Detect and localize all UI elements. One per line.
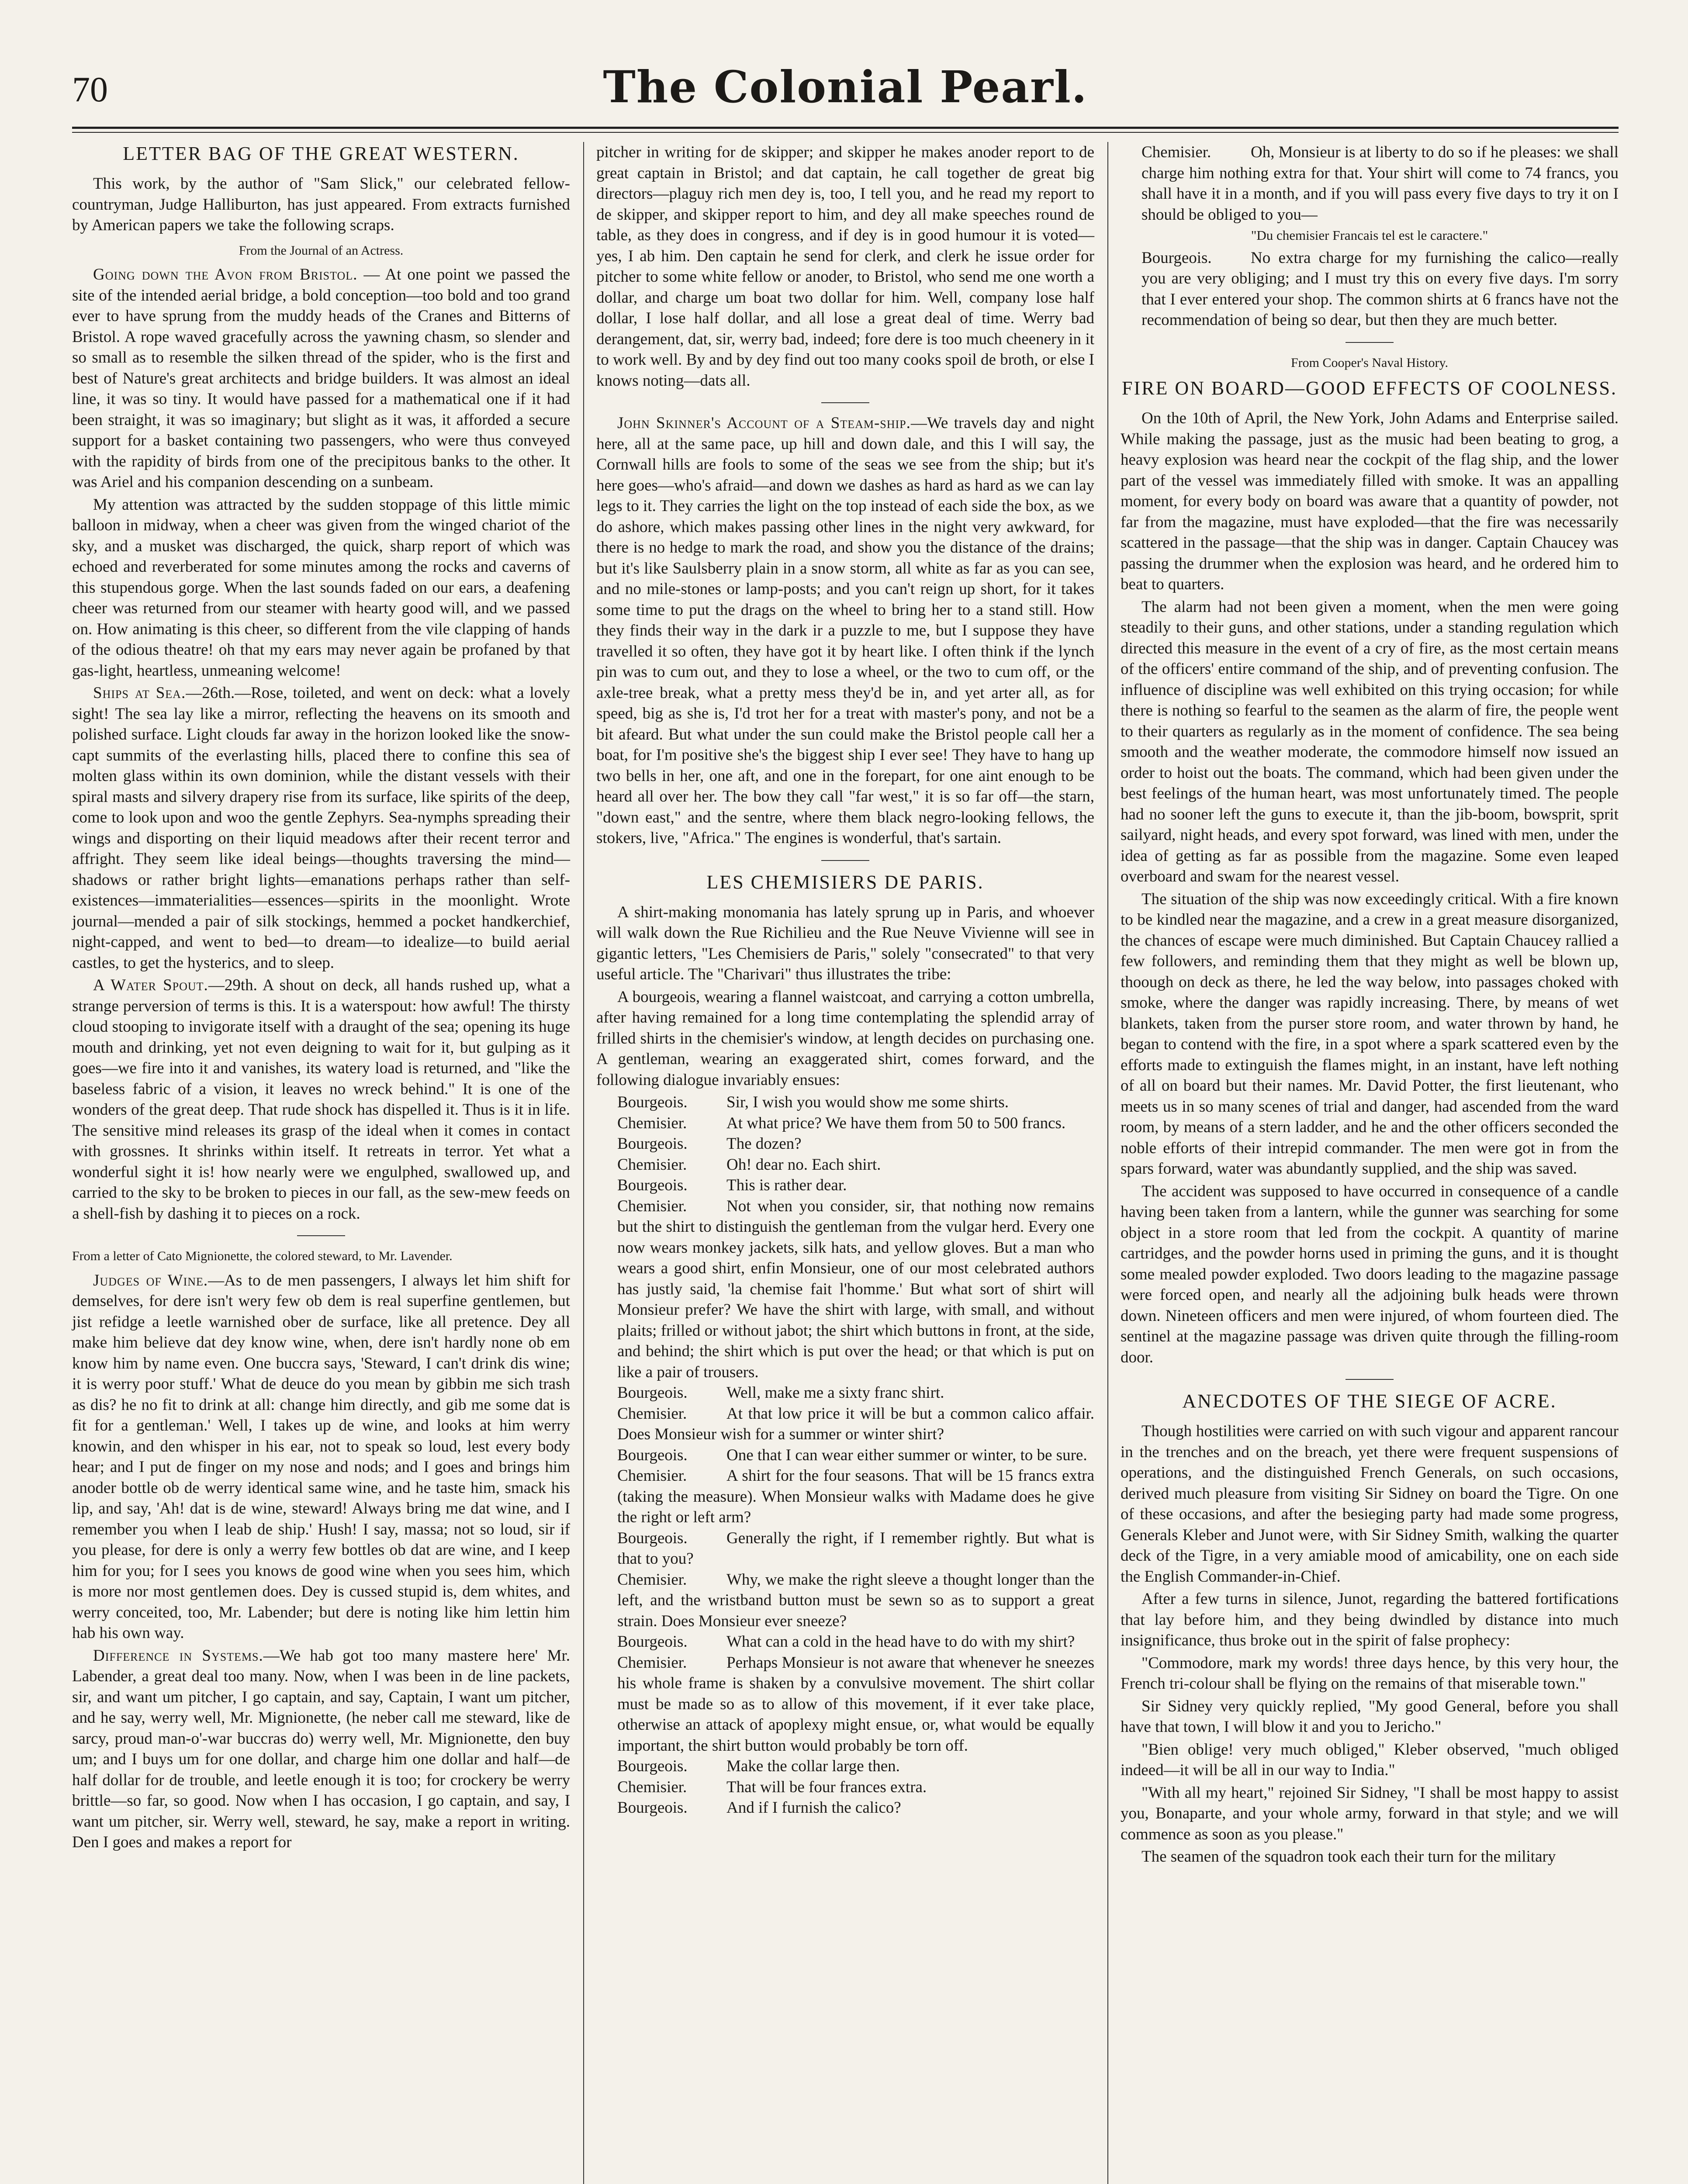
dialogue-line <box>596 1797 1094 1818</box>
speaker: Bourgeois. <box>1141 249 1212 267</box>
dialogue-text: Make the collar large then. <box>726 1757 900 1775</box>
dialogue-text: Why, we make the right sleeve a thought longer than the left, and the wristband button must be sewn so as to support a great strain. Does Monsieur ever sneeze? <box>617 1570 1094 1630</box>
paragraph <box>72 975 570 1224</box>
dialogue <box>1121 142 1619 225</box>
dialogue-line <box>596 1113 1094 1134</box>
paragraph <box>72 1270 570 1644</box>
dialogue-line <box>1121 248 1619 331</box>
paragraph: The alarm had not been given a moment, when the men were going steadily to their guns, and other stations, under a standing regulation which directed this measure in the event of a cry of fire, as the most certain means of the officers' entire command of the ship, and of preventing confusion. The influence of discipline was well exhibited on this trying occasion; for while there is nothing so fearful to the seamen as the alarm of fire, the people went to their quarters as regularly as in the moment of confidence. The sea being smooth and the weather moderate, the commodore himself now issued an order to hoist out the boats. The command, which had been given under the best feelings of the human heart, was most unfortunately timed. The people had no sooner left the guns to execute it, than the jib-boom, bowsprit, sprit sailyard, night heads, and every spot forward, was lined with men, under the idea of getting as far as possible from the magazine. Some even leaped overboard and swam for the nearest vessel. <box>1121 598 1619 885</box>
paragraph-text: —29th. A shout on deck, all hands rushed up, what a strange perversion of terms is this. It is a waterspout: how awful! The thirsty cloud stooping to invigorate itself with a draught of the sea; opening its huge mouth and drinking, yet not even deigning to wait for it, but gulping as it goes—we fire into it and vanishes, its watery load is returned, and "like the baseless fabric of a vision, it leaves no wreck behind." It is one of the wonders of the great deep. That rude shock has dispelled it. Thus is it in life. The sensitive mind releases its grasp of the ideal when it comes in contact with grossnes. It shrinks within itself. It retreats in terror. Yet what a wonderful sight it is! how nearly were we engulphed, swallowed up, and carried to the sky to be broken to pieces in our fall, as the sew-mew feeds on a shell-fish by dashing it to pieces on a rock. <box>72 976 571 1223</box>
dialogue-text: One that I can wear either summer or winter, to be sure. <box>726 1446 1087 1464</box>
speaker: Bourgeois. <box>617 1384 688 1402</box>
article-source: From a letter of Cato Mignionette, the colored steward, to Mr. Lavender. <box>72 1249 453 1263</box>
speaker: Chemisier. <box>617 1467 687 1485</box>
speaker: Bourgeois. <box>617 1757 688 1775</box>
dialogue <box>596 1092 1094 1818</box>
column-2 <box>596 142 1094 2184</box>
paragraph: pitcher in writing for de skipper; and skipper he makes anoder report to de great captain in Bristol; and dat captain, he call together de great big directors—plaguy rich men dey is, too, I tell you, and he read my report to de skipper, and skipper report to him, and dey all make speeches round de table, as they does in congress, and if dey is in good humour it is voted—yes, I ab him. Den captain he send for clerk, and clerk he issue order for pitcher to some white fellow or anoder, to Bristol, who send me one worth a dollar, and charge um boat two dollar for him. Well, company lose half dollar, I lose half dollar, and all lose a great deal of time. Werry bad derangement, dat, sir, werry bad, indeed; fore dere is too much cheenery in it to work well. By and by dey find out too many cooks spoil de broth, or else I knows noting—dats all. <box>596 143 1094 390</box>
paragraph: "With all my heart," rejoined Sir Sidney, "I shall be most happy to assist you, Bonaparte, and your whole army, forward in that style; and we will commence as soon as you please." <box>1121 1783 1619 1843</box>
paragraph-text: —26th.—Rose, toileted, and went on deck: what a lovely sight! The sea lay like a mirror, reflecting the heavens on its smooth and polished surface. Light clouds far away in the horizon looked like the snow-capt summits of the everlasting hills, placed there to confine this sea of molten glass within its own dominion, while the distant vessels with their spiral masts and silvery drapery rise from its surface, like spirits of the deep, come to look upon and woo the gentle Zephyrs. Sea-nymphs spreading their wings and disporting on their liquid meadows after their recent terror and affright. They seem like ideal beings—thoughts traversing the mind—shadows or rather bright lights—emanations perhaps rather than self-existences—immaterialities—essences—spirits in the moonlight. Wrote journal—mended a pair of silk stockings, hemmed a pocket handkerchief, night-capped, and went to bed—to dream—to idealize—to build aerial castles, to get the hysterics, and to sleep. <box>72 684 570 972</box>
paragraph <box>72 264 570 493</box>
section-separator <box>821 860 869 861</box>
speaker: Bourgeois. <box>617 1093 688 1111</box>
dialogue-line <box>596 1133 1094 1154</box>
paragraph-text: —We hab got too many mastere here' Mr. Labender, a great deal too many. Now, when I was been in de line packets, sir, and want um pitcher, I go captain, and say, Captain, I want um pitcher, and he say, werry well, Mr. Mignionette, (he neber call me steward, like de sarcy, proud man-o'-war buccras do) werry well, Mr. Mignionette, den buy um; and I buys um for one dollar, and charge him one dollar and half—de half dollar for de trouble, and leetle enough it is too; for crockery be werry brittle—so far, so good. Now when I has occasion, I go captain, and say, I want um pitcher, sir. Werry well, steward, he say, make a report in writing. Den I goes and makes a report for <box>72 1646 571 1851</box>
speaker: Chemisier. <box>1141 143 1211 161</box>
paragraph: The seamen of the squadron took each their turn for the military <box>1141 1848 1556 1866</box>
dialogue-text: What can a cold in the head have to do with my shirt? <box>726 1633 1075 1651</box>
article-title: LETTER BAG OF THE GREAT WESTERN. <box>123 143 519 164</box>
article-title: LES CHEMISIERS DE PARIS. <box>706 871 984 893</box>
dialogue-text: Oh! dear no. Each shirt. <box>726 1155 881 1174</box>
newspaper-page <box>72 61 1619 2184</box>
dialogue-line <box>596 1445 1094 1466</box>
paragraph-text: —As to de men passengers, I always let him shift for demselves, for dere isn't wery few ob dem is real superfine gentlemen, but jist refidge a leetle warnished ober de surface, like all pretence. Dey all make him believe dat dey know wine, when, dere isn't hardly none ob em know him by name even. One buccra says, 'Steward, I can't drink dis wine; it is werry poor stuff.' What de deuce do you mean by gibbin me sich trash as dis? he no fit to drink at all: change him directly, and gib me some dat is fit for a gentleman.' Well, I takes up de wine, and looks at him werry knowin, and den whisper in his ear, not to speak so loud, lest every body hear; and I put de finger on my nose and nods; and I goes and brings him anoder bottle ob de werry identical same wine, and he taste him, smack his lip, and say, 'Ah! dat is de wine, steward! Always bring me dat wine, and I remember you when I leab de ship.' Hush! I say, massa; not so loud, sir if you please, for dere is only a werry few bottles ob dat are wine, and I keep him for you; for I sees you knows de good wine when you sees him, which is more nor most gentlemen does. Dey is cussed stupid is, dem whites, and werry conceited, too, Mr. Labender; but dere is noting like him lettin him hab his own way. <box>72 1271 570 1642</box>
dialogue-line <box>1121 142 1619 225</box>
speaker: Bourgeois. <box>617 1446 688 1464</box>
page-number: 70 <box>72 69 108 109</box>
speaker: Bourgeois. <box>617 1799 688 1817</box>
dialogue-line <box>596 1528 1094 1569</box>
paragraph: The situation of the ship was now exceedingly critical. With a fire known to be kindled near the magazine, and a crew in a great measure disorganized, the chances of escape were much diminished. But Captain Chaucey rallied a few followers, and reminding them that they might as well be blown up, thoough on deck as there, he led the way below, into passages choked with smoke, where the danger was rapidly increasing. There, by means of wet blankets, taken from the purser store room, and water thrown by hand, he began to contend with the fire, in a spot where a spark scattered even by the efforts made to extinguish the flames might, in an instant, have left nothing of all on board but their names. Mr. David Potter, the first lieutenant, who meets us in so many scenes of trial and danger, had ascended from the ward room, by means of a stern ladder, and he and the other officers seconded the noble efforts of their intrepid commander. The men were got in from the spars forward, water was abundantly supplied, and the ship was saved. <box>1121 890 1619 1178</box>
header-rule <box>72 127 1619 129</box>
paper-title: The Colonial Pearl. <box>603 61 1088 113</box>
dialogue-line <box>596 1092 1094 1113</box>
dialogue-line <box>596 1196 1094 1383</box>
dialogue-text: Not when you consider, sir, that nothing now remains but the shirt to distinguish the gentleman from the vulgar herd. Every one now wears monkey jackets, silk hats, and yellow gloves. But a man who wears a good shirt, enfin Monsieur, one of our most celebrated authors has justly said, 'la chemise fait l'homme.' But what sort of shirt will Monsieur prefer? We have the shirt with large, with small, and without plaits; frilled or without jabot; the shirt which buttons in front, at the side, and behind; the shirt which is put over the head; or that which is put on like a pair of trousers. <box>617 1197 1094 1381</box>
dialogue-line <box>596 1154 1094 1175</box>
dialogue-text: Well, make me a sixty franc shirt. <box>726 1384 944 1402</box>
dialogue-text: Sir, I wish you would show me some shirts. <box>726 1093 1009 1111</box>
paragraph: A shirt-making monomania has lately sprung up in Paris, and whoever will walk down the Rue Richilieu and the Rue Neuve Vivienne will see in gigantic letters, "Les Chemisiers de Paris," solely "consecrated" to that very useful article. The "Charivari" thus illustrates the tribe: <box>596 903 1094 983</box>
column-3 <box>1121 142 1619 2184</box>
paragraph: On the 10th of April, the New York, John Adams and Enterprise sailed. While making the passage, just as the music had been beating to grog, a heavy explosion was heard near the cockpit of the flag ship, and the lower part of the vessel was immediately filled with smoke. It was an appalling moment, for every body on board was aware that a quantity of powder, not far from the magazine, must have exploded—that the fire was necessarily scattered in the passage—that the ship was in danger. Captain Chaucey was passing the drummer when the explosion was heard, and he ordered him to beat to quarters. <box>1121 409 1619 593</box>
masthead <box>72 61 1619 127</box>
dialogue-line <box>596 1403 1094 1445</box>
article-source: From Cooper's Naval History. <box>1290 355 1449 370</box>
dialogue-text: No extra charge for my furnishing the calico—really you are very obliging; and I must try this on every five days. I'm sorry that I ever entered your shop. The common shirts at 6 francs have not the recommendation of being so dear, but then they are much better. <box>1141 249 1619 329</box>
paragraph-lead: Ships at Sea. <box>93 684 186 702</box>
paragraph <box>72 683 570 973</box>
paragraph-text: —We travels day and night here, all at the same pace, up hill and down dale, and this I will say, the Cornwall hills are fools to some of the seas we see from the ship; but it's here goes—who's afraid—and down we dashes as hard as hard as we can lay legs to it. They carries the light on the top instead of each side the box, as we do ashore, which makes passing other lines in the night very awkward, for there is no hedge to mark the road, and show you the distance of the drains; but it's like Saulsberry plain in a snow storm, all white as far as you can see, and no mile-stones or lamp-posts; and you can't reign up short, for it takes some time to put the drags on the wheel to bring her to a stand still. How they finds their way in the dark ir a puzzle to me, but I suppose they have travelled it so often, they have got it by heart like. I often think if the lynch pin was to cum out, and they to lose a wheel, or the two to cum off, or the axle-tree break, what a pretty mess they'd be in, and yet arter all, as for speed, big as she is, I'd trot her for a treat with master's pony, and not be a bit afeard. But what under the sun could make the Bristol people call her a boat, for I'm positive she's the biggest ship I ever see! They have to hang up two bells in her, one aft, and one in the forepart, for one aint enough to be heard all over her. The bow they call "far west," it is so far off—the starn, "down east," and the sentre, where them black negro-looking fellows, the stokers, live, "Africa." The engines is wonderful, that's sartain. <box>596 414 1094 847</box>
paragraph-text: — At one point we passed the site of the intended aerial bridge, a bold conception—too bold and too grand ever to have sprung from the muddy heads of the Cranes and Bitterns of Bristol. A rope waved gracefully across the yawning chasm, so slender and so small as to resemble the silken thread of the spider, who is the first and best of Nature's great architects and bridge builders. It was almost an ideal line, it was so tiny. It would have passed for a mathematical one if it had been straight, it was so imaginary; but slight as it was, it afforded a secure support for a basket containing two passengers, who were thus conveyed with the rapidity of birds from one of the precipitous banks to the other. It was Ariel and his companion descending on a sunbeam. <box>72 266 570 491</box>
dialogue <box>1121 248 1619 331</box>
dialogue-line <box>596 1631 1094 1652</box>
dialogue-text: Oh, Monsieur is at liberty to do so if he pleases: we shall charge him nothing extra for that. Your shirt will come to 74 francs, you shall have it in a month, and if you will pass every five days to try it on I should be obliged to you— <box>1141 143 1619 224</box>
paragraph: Though hostilities were carried on with such vigour and apparent rancour in the trenches and on the breach, yet there were frequent suspensions of operations, and the distinguished French Generals, on such occasions, derived much pleasure from visiting Sir Sidney on board the Tigre. On one of these occasions, and after the besieging party had made some progress, Generals Kleber and Junot were, with Sir Sidney Smith, walking the quarter deck of the Tigre, in a very amiable mood of amicability, one on each side the English Commander-in-Chief. <box>1121 1422 1619 1586</box>
paragraph-lead: Judges of Wine. <box>93 1271 208 1289</box>
dialogue-text: At what price? We have them from 50 to 500 francs. <box>726 1114 1066 1132</box>
article-title: FIRE ON BOARD—GOOD EFFECTS OF COOLNESS. <box>1121 377 1618 399</box>
dialogue-line <box>596 1652 1094 1756</box>
column-1 <box>72 142 570 2184</box>
dialogue-text: Perhaps Monsieur is not aware that whenever he sneezes his whole frame is shaken by a convulsive movement. The shirt collar must be made so as to allow of this movement, if it ever take place, otherwise an attack of apoplexy might ensue, or, what would be equally important, the shirt button would probably be torn off. <box>617 1653 1094 1755</box>
speaker: Chemisier. <box>617 1570 687 1589</box>
dialogue-text: That will be four frances extra. <box>726 1778 927 1796</box>
speaker: Chemisier. <box>617 1778 687 1796</box>
dialogue-line <box>596 1382 1094 1403</box>
quote: "Du chemisier Francais tel est le caractere." <box>1251 228 1488 243</box>
speaker: Chemisier. <box>617 1653 687 1672</box>
paragraph: My attention was attracted by the sudden stoppage of this little mimic balloon in midway, when a cheer was given from the winged chariot of the sky, and a musket was discharged, the quick, sharp report of which was echoed and reverberated for some minutes among the rocks and caverns of this stupendous gorge. When the last sounds faded on our ears, a deafening cheer was returned from our steamer with hearty good will, and we passed on. How animating is this cheer, so different from the vile clapping of hands of the odious theatre! oh that my ears may never again be profaned by that gas-light, heartless, unmeaning welcome! <box>72 495 570 680</box>
paragraph-lead: Going down the Avon from Bristol. <box>93 266 358 283</box>
speaker: Bourgeois. <box>617 1529 688 1547</box>
paragraph: "Commodore, mark my words! three days hence, by this very hour, the French tri-colour shall be flying on the remains of that miserable town." <box>1121 1654 1619 1693</box>
speaker: Chemisier. <box>617 1404 687 1423</box>
paragraph: A bourgeois, wearing a flannel waistcoat, and carrying a cotton umbrella, after having remained for a long time contemplating the splendid array of frilled shirts in the chemisier's window, at length decides on purchasing one. A gentleman, wearing an exaggerated shirt, comes forward, and the following dialogue invariably ensues: <box>596 988 1094 1089</box>
speaker: Bourgeois. <box>617 1135 688 1153</box>
dialogue-text: This is rather dear. <box>726 1176 847 1194</box>
section-separator <box>1346 1379 1394 1380</box>
paragraph: Sir Sidney very quickly replied, "My good General, before you shall have that town, I will blow it and you to Jericho." <box>1121 1697 1619 1736</box>
dialogue-text: At that low price it will be but a common calico affair. Does Monsieur wish for a summer or winter shirt? <box>617 1404 1094 1443</box>
section-separator <box>297 1235 345 1236</box>
section-separator <box>1346 342 1394 343</box>
dialogue-line <box>596 1777 1094 1798</box>
speaker: Chemisier. <box>617 1155 687 1174</box>
speaker: Bourgeois. <box>617 1633 688 1651</box>
speaker: Chemisier. <box>617 1197 687 1215</box>
article-source: From the Journal of an Actress. <box>239 243 404 258</box>
section-separator <box>821 402 869 403</box>
article-intro: This work, by the author of "Sam Slick," our celebrated fellow-countryman, Judge Halliburton, has just appeared. From extracts furnished by American papers we take the following scraps. <box>72 175 570 234</box>
header-rule-thin <box>72 132 1619 133</box>
dialogue-text: A shirt for the four seasons. That will be 15 francs extra (taking the measure). When Monsieur walks with Madame does he give the right or left arm? <box>617 1467 1094 1526</box>
paragraph-lead: John Skinner's Account of a Steam-ship. <box>617 414 911 432</box>
paragraph-lead: A Water Spout. <box>93 976 208 994</box>
speaker: Chemisier. <box>617 1114 687 1132</box>
paragraph: After a few turns in silence, Junot, regarding the battered fortifications that lay before him, and they being dwindled by distance into much insignificance, thus broke out in the spirit of false prophecy: <box>1121 1590 1619 1649</box>
dialogue-line <box>596 1569 1094 1632</box>
article-title: ANECDOTES OF THE SIEGE OF ACRE. <box>1182 1390 1557 1412</box>
paragraph-lead: Difference in Systems. <box>93 1646 263 1665</box>
paragraph <box>72 1645 570 1853</box>
dialogue-line <box>596 1465 1094 1528</box>
dialogue-text: And if I furnish the calico? <box>726 1799 901 1817</box>
dialogue-line <box>596 1175 1094 1196</box>
dialogue-line <box>596 1756 1094 1777</box>
speaker: Bourgeois. <box>617 1176 688 1194</box>
paragraph: The accident was supposed to have occurred in consequence of a candle having been taken from a lantern, while the gunner was searching for some object in a store room that led from the cockpit. A quantity of marine cartridges, and the powder horns used in priming the guns, and it is thought some mealed powder exploded. Two doors leading to the magazine passage were forced open, and nearly all the adjoining bulk heads were thrown down. Nineteen officers and men were injured, of whom fourteen died. The sentinel at the magazine passage was driven quite through the filling-room door. <box>1121 1182 1619 1366</box>
paragraph <box>596 413 1094 849</box>
paragraph: "Bien oblige! very much obliged," Kleber observed, "much obliged indeed—it will be all in our way to India." <box>1121 1740 1619 1779</box>
dialogue-text: The dozen? <box>726 1135 802 1153</box>
dialogue-text: Generally the right, if I remember rightly. But what is that to you? <box>617 1529 1094 1568</box>
